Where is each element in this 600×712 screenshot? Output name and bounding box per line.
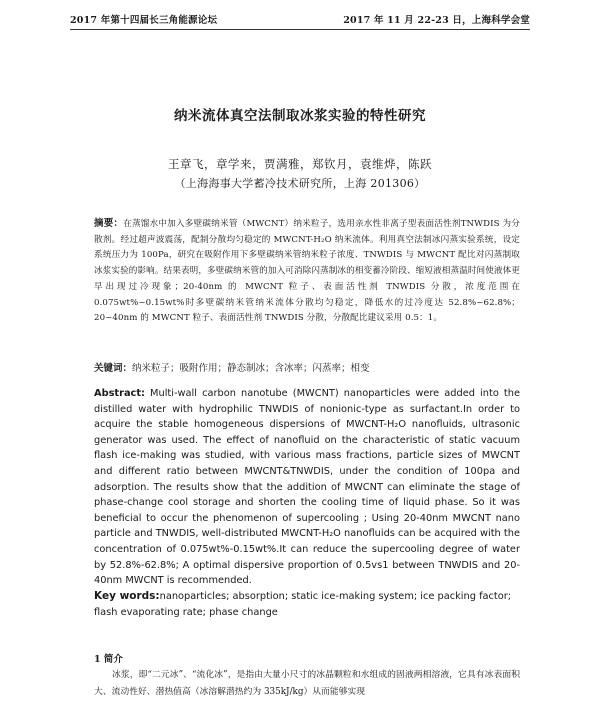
english-abstract-text: Multi-wall carbon nanotube (MWCNT) nanoparticles were added into the distilled water with hydrophilic TNWDIS of nonionic-type as surfactant.In order to acquire the stable homogeneous dispersions of MWCNT-H₂O nanofluids, ultrasonic generator was used. The effect of nanofluid on the characteristic of static vacuum flash ice-making was studied, with various mass fractions, particle sizes of MWCNT and different ratio between MWCNT&TNWDIS, under the condition of 100pa and adsorption. The results show that the addition of MWCNT can eliminate the stage of phase-change cool storage and shorten the cooling time of liquid phase. So it was beneficial to occur the phenomenon of supercooling ; Using 20-40nm MWCNT nano particle and TNWDIS, well-distributed MWCNT-H₂O nanofluids can be acquired with the concentration of 0.075wt%-0.15wt%.It can reduce the supercooling degree of water by 52.8%-62.8%; A optimal dispersive proportion of 0.5vs1 between TNWDIS and 20-40nm MWCNT is recommended. [94, 388, 520, 587]
chinese-keywords-label: 关键词： [94, 363, 133, 374]
author-affiliation: （上海海事大学蓄冷技术研究所，上海 201306） [174, 177, 426, 190]
chinese-keywords [94, 361, 520, 377]
english-keywords [94, 589, 520, 620]
chinese-keywords-text: 纳米粒子；吸附作用；静态制冰；含冰率；闪蒸率；相变 [132, 363, 370, 374]
author-list: 王章飞，章学来，贾满雅，郑钦月，袁维烨，陈跃 [168, 157, 432, 171]
introduction-paragraph: 冰浆，即“二元冰”、“流化冰”，是指由大量小尺寸的冰晶颗粒和水组成的固液两相溶液，它具有冰表面积大、流动性好、潜热值高（冰溶解潜热约为 335kJ/kg）从而能够实现 [94, 670, 520, 697]
header-divider [70, 29, 530, 30]
running-header-left: 2017 年第十四届长三角能源论坛 [70, 15, 218, 26]
section-heading-introduction: 1 简介 [94, 654, 123, 665]
english-keywords-label: Key words: [94, 590, 160, 602]
running-header [70, 12, 530, 28]
chinese-abstract [94, 216, 520, 327]
chinese-abstract-text: 在蒸馏水中加入多壁碳纳米管（MWCNT）纳米粒子，选用亲水性非离子型表面活性剂TNWDIS 为分散剂。经过超声波震荡，配制分散均匀稳定的 MWCNT-H₂O 纳米流体。利用真空法制冰闪蒸实验系统，设定系统压力为 100Pa，研究在吸附作用下多壁碳纳米管纳米粒子浓度、TNWDIS 与 MWCNT 配比对闪蒸制取冰浆实验的影响。结果表明，多壁碳纳米管的加入可消除闪蒸制冰的相变蓄冷阶段、缩短液相蒸温时间使液体更早出现过冷现象；20-40nm 的 MWCNT 粒子、表面活性剂 TNWDIS 分散，浓度范围在 0.075wt%~0.15wt%时多壁碳纳米管纳米流体分散均匀稳定，降低水的过冷度达 52.8%~62.8%；20~40nm 的 MWCNT 粒子、表面活性剂 TNWDIS 分散，分散配比建议采用 0.5：1。 [94, 219, 521, 324]
english-abstract [94, 386, 520, 589]
english-keywords-text: nanoparticles; absorption; static ice-making system; ice packing factor; flash evaporating rate; phase change [94, 591, 512, 618]
paper-title: 纳米流体真空法制取冰浆实验的特性研究 [174, 108, 426, 124]
running-header-right: 2017 年 11 月 22-23 日，上海科学会堂 [343, 15, 530, 26]
english-abstract-label: Abstract: [94, 388, 145, 399]
chinese-abstract-label: 摘要： [94, 218, 124, 229]
